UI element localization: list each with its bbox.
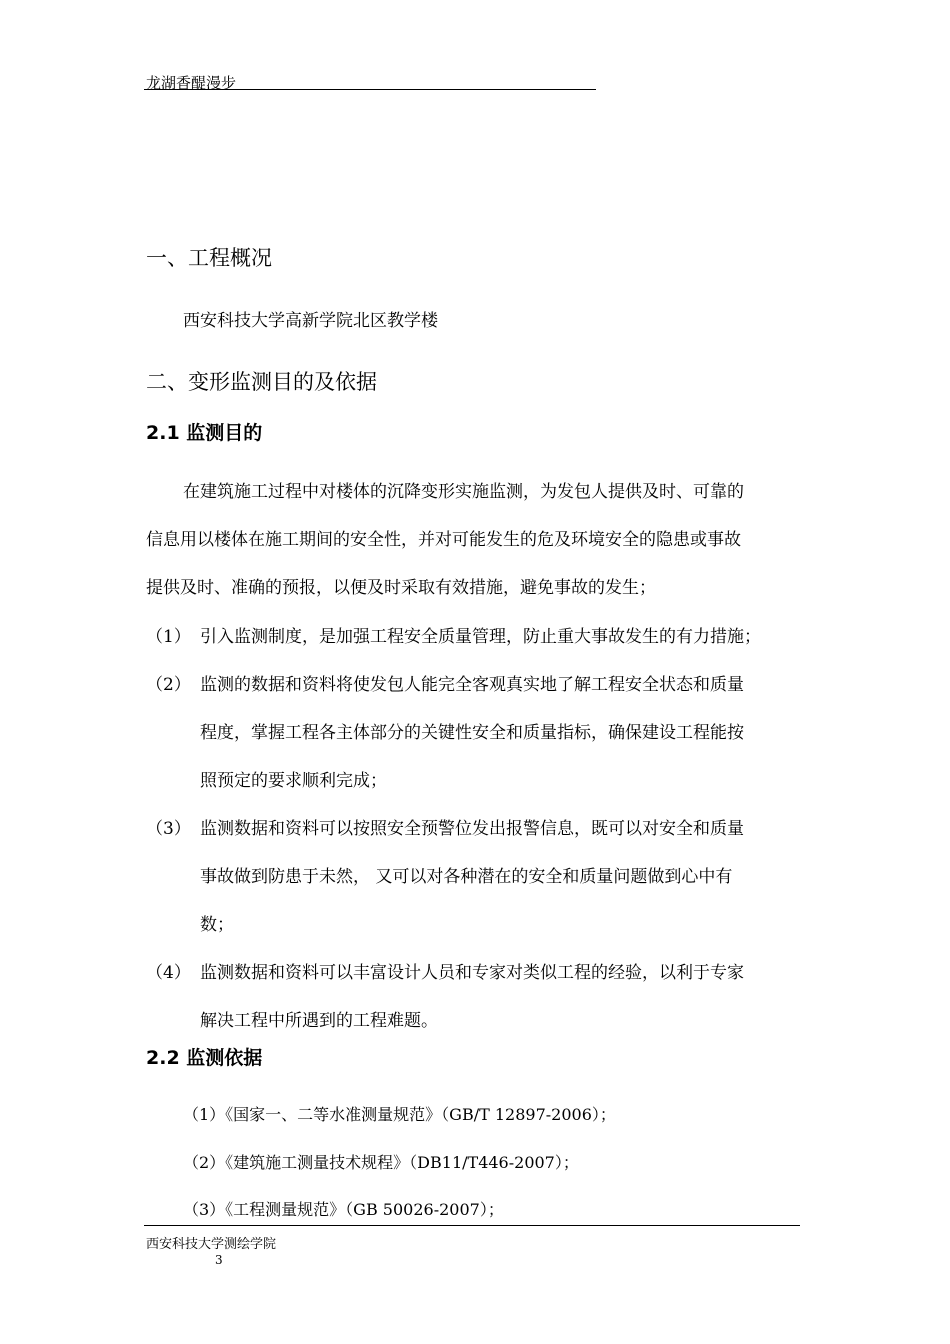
purpose-paragraph-line-3: 提供及时、准确的预报，以便及时采取有效措施，避免事故的发生；	[146, 578, 656, 598]
footer-rule	[144, 1225, 800, 1226]
list-item-text: 解决工程中所遇到的工程难题。	[200, 1011, 438, 1031]
running-footer: 西安科技大学测绘学院	[146, 1237, 277, 1252]
page-number: 3	[215, 1253, 223, 1267]
subsection-2-1-heading: 2.1 监测目的	[146, 422, 263, 444]
list-item-text: 监测数据和资料可以丰富设计人员和专家对类似工程的经验，以利于专家	[200, 963, 744, 983]
subsection-2-2-heading: 2.2 监测依据	[146, 1047, 263, 1069]
list-item-number: （3）	[146, 819, 191, 839]
reference-item: （3）《工程测量规范》（GB 50026-2007）；	[183, 1200, 504, 1219]
project-description: 西安科技大学高新学院北区教学楼	[183, 311, 438, 331]
list-item-number: （2）	[146, 675, 191, 695]
list-item-text: 引入监测制度，是加强工程安全质量管理，防止重大事故发生的有力措施；	[200, 627, 761, 647]
reference-item: （1）《国家一、二等水准测量规范》（GB/T 12897-2006）；	[183, 1105, 616, 1124]
list-item-number: （1）	[146, 627, 191, 647]
purpose-paragraph-line-1: 在建筑施工过程中对楼体的沉降变形实施监测，为发包人提供及时、可靠的	[183, 482, 744, 502]
section-1-heading: 一、工程概况	[146, 246, 272, 270]
running-header: 龙湖香醍漫步	[146, 74, 237, 92]
list-item-text: 事故做到防患于未然， 又可以对各种潜在的安全和质量问题做到心中有	[200, 867, 733, 887]
list-item-text: 数；	[200, 915, 234, 935]
list-item-text: 监测数据和资料可以按照安全预警位发出报警信息，既可以对安全和质量	[200, 819, 744, 839]
section-2-heading: 二、变形监测目的及依据	[146, 370, 377, 394]
header-rule	[144, 89, 596, 90]
reference-item: （2）《建筑施工测量技术规程》（DB11/T446-2007）；	[183, 1153, 579, 1172]
list-item-number: （4）	[146, 963, 191, 983]
purpose-paragraph-line-2: 信息用以楼体在施工期间的安全性，并对可能发生的危及环境安全的隐患或事故	[146, 530, 741, 550]
list-item-text: 照预定的要求顺利完成；	[200, 771, 387, 791]
list-item-text: 程度，掌握工程各主体部分的关键性安全和质量指标，确保建设工程能按	[200, 723, 744, 743]
list-item-text: 监测的数据和资料将使发包人能完全客观真实地了解工程安全状态和质量	[200, 675, 744, 695]
